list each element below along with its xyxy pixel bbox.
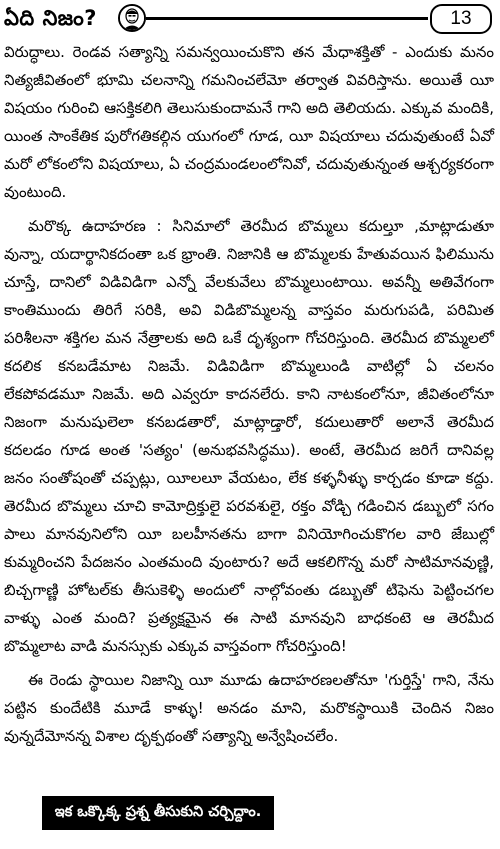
header-divider <box>146 17 428 20</box>
discussion-note: ఇక ఒక్కొక్క ప్రశ్న తీసుకుని చర్చిద్దాం. <box>42 796 274 830</box>
page-header <box>0 0 500 36</box>
page-number: 13 <box>430 4 492 34</box>
paragraph-1: విరుద్ధాలు. రెండవ సత్యాన్ని సమన్వయించుకొని తన మేధాశక్తితో - ఎందుకు మనం నిత్యజీవితంలో భూమి చలనాన్ని గమనించలేమో తర్వాత వివరిస్తాను. అయితే యీ విషయం గురించి ఆసక్తికలిగి తెలుసుకుందామనే గాని అది తెలియదు. ఎక్కువ మందికి, యింత సాంకేతిక పురోగతికల్గిన యుగంలో గూడ, యీ విషయాలు చదువుతుంటే ఏవో మరో లోకంలోని విషయాలు, ఏ చంద్రమండలంలోనివో, చదువుతున్నంత ఆశ్చర్యకరంగా వుంటుంది. <box>4 43 494 201</box>
paragraph-2: మరొక్క ఉదాహరణ : సినిమాలో తెరమీద బొమ్మలు కదుల్తూ ,మాట్లాడుతూ వున్నా, యదార్థానికదంతా ఒక భ్రాంతి. నిజానికి ఆ బొమ్మలకు హేతువయిన ఫిలిమును చూస్తే, దానిలో విడివిడిగా ఎన్నో వేలకువేలు బొమ్మలుంటాయి. అవన్నీ అతివేగంగా కాంతిముందు తిరిగే సరికి, అవి విడిబొమ్మలన్న వాస్తవం మరుగుపడి, పరిమిత పరిశీలనా శక్తిగల మన నేత్రాలకు అది ఒకే దృశ్యంగా గోచరిస్తుంది. తెరమీద బొమ్మలలో కదలిక కనబడేమాట నిజమే. విడివిడిగా బొమ్మలుండి వాటిల్లో ఏ చలనం లేకపోవడమూ నిజమే. అది ఎవ్వరూ కాదనలేరు. కాని నాటకంలోనూ, జీవితంలోనూ నిజంగా మనుషులెలా కనబడతారో, మాట్లాడ్తారో, కదులుతారో అలానే తెరమీద కదలడం గూడ అంత 'సత్యం' (అనుభవసిద్ధము). అంటే, తెరమీద జరిగే దానివల్ల జనం సంతోషంతో చప్పట్లు, యీలలూ వేయటం, లేక కళ్ళనీళ్ళు కార్చడం కూడా కద్దు. తెరమీద బొమ్మలు చూచి కామోద్రిక్తులై పరవశులై, రక్తం వోడ్చి గడించిన డబ్బులో సగం పాలు మానవునిలోని యీ బలహీనతను బాగా వినియోగించుకొగల వారి జేబుల్లో కుమ్మరించని పేదజనం ఎంతమంది వుంటారు? అదే ఆకలిగొన్న మరో సాటిమానవుణ్ణి, బిచ్చగాణ్ణి హోటల్‌కు తీసుకెళ్ళి అందులో నాల్గోవంతు డబ్బుతో టిఫెను పెట్టించగల వాళ్ళు ఎంత మంది? ప్రత్యక్షమైన ఈ సాటి మానవుని బాధకంటె ఆ తెరమీద బొమ్మలాట వాడి మనస్సుకు ఎక్కువ వాస్తవంగా గోచరిస్తుంది! <box>4 217 494 655</box>
page-body <box>4 38 494 756</box>
paragraph-3: ఈ రెండు స్థాయిల నిజాన్ని యీ మూడు ఉదాహరణలతోనూ 'గుర్తిస్తే' గాని, నేను పట్టిన కుందేటికి మూడే కాళ్ళు! అనడం మాని, మరొకస్థాయికి చెందిన నిజం వున్నదేమోనన్న విశాల దృక్పథంతో సత్యాన్ని అన్వేషించలేం. <box>4 671 494 745</box>
page-title: ఏది నిజం? <box>4 6 97 30</box>
author-portrait-icon <box>118 4 146 32</box>
